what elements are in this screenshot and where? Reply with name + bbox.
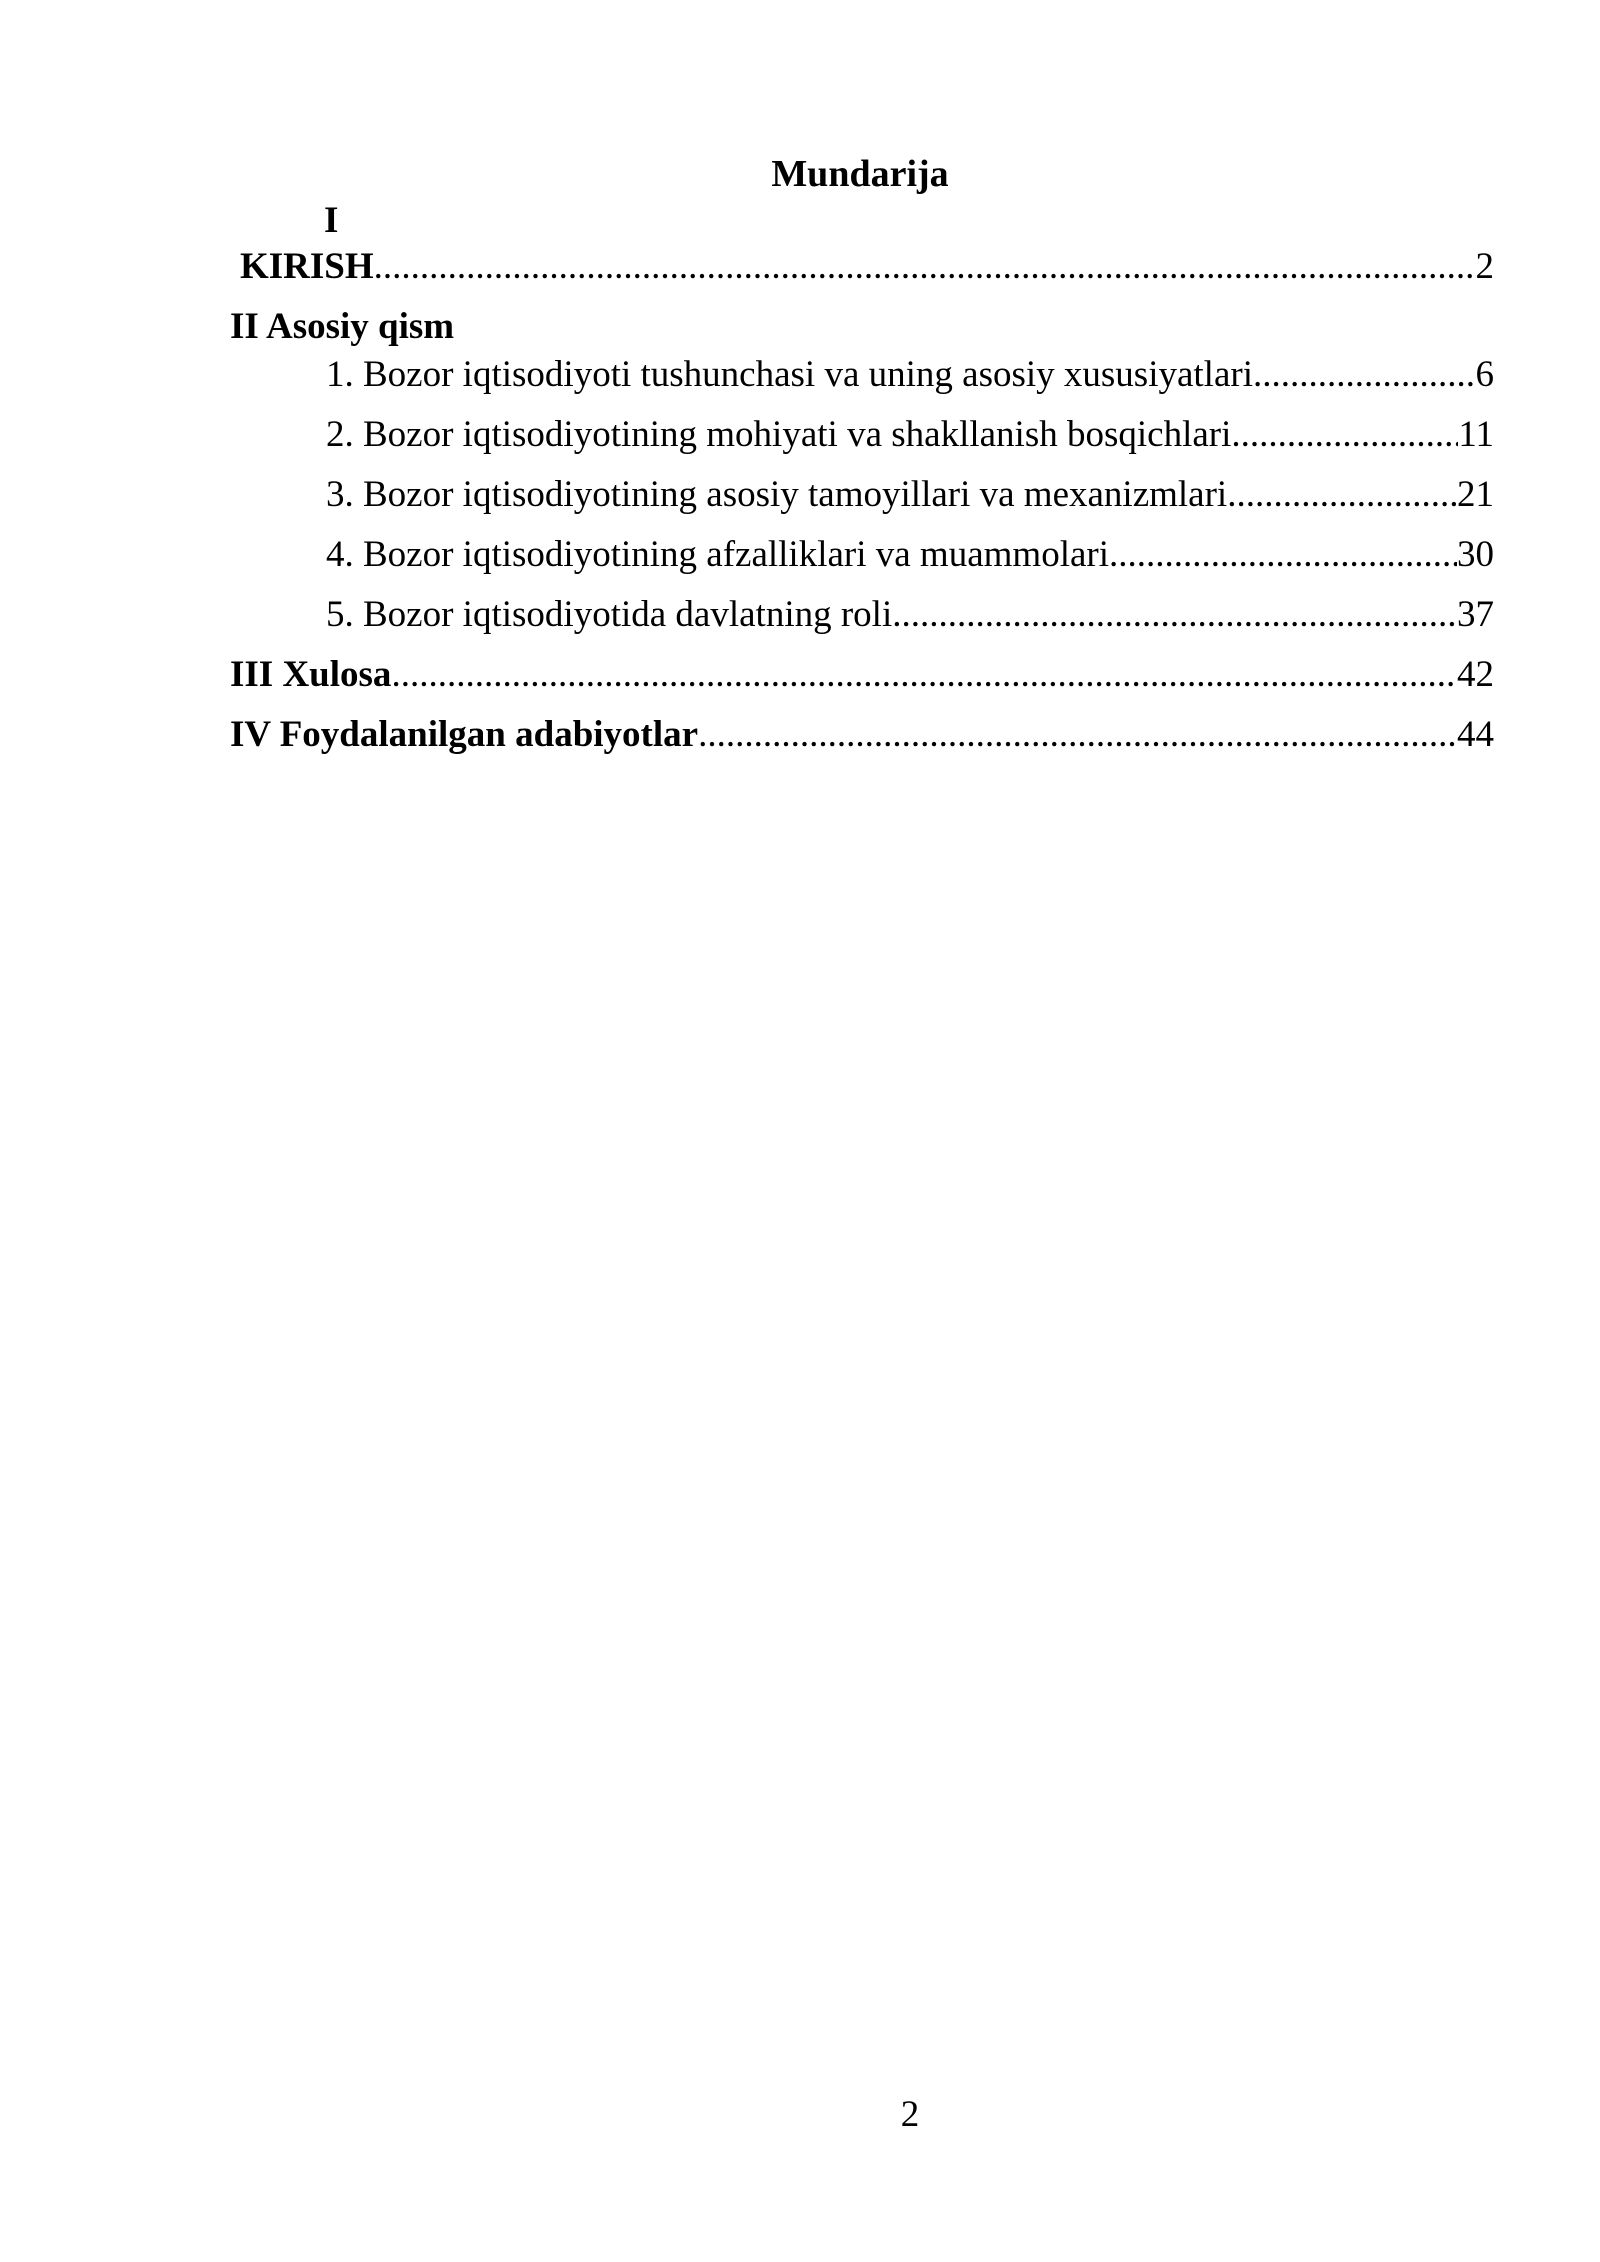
- toc-entry-label: IV Foydalanilgan adabiyotlar: [230, 714, 699, 755]
- toc-entry-item-1[interactable]: [326, 352, 1494, 398]
- section-heading-main: II Asosiy qism: [230, 306, 455, 347]
- toc-entry-item-2[interactable]: [326, 412, 1494, 458]
- toc-entry-conclusion[interactable]: [230, 652, 1494, 698]
- intro-numeral: I: [324, 200, 339, 241]
- toc-entry-label: KIRISH: [240, 246, 374, 287]
- toc-entry-page: 42: [1457, 654, 1494, 695]
- page-number: 2: [900, 2094, 920, 2135]
- dot-leader: [698, 712, 1457, 758]
- dot-leader: [892, 592, 1457, 638]
- dot-leader: [1253, 352, 1476, 398]
- toc-entry-label: 5. Bozor iqtisodiyotida davlatning roli: [326, 594, 893, 635]
- toc-entry-page: 37: [1457, 594, 1494, 635]
- toc-entry-page: 2: [1475, 246, 1494, 287]
- toc-entry-item-3[interactable]: [326, 472, 1494, 518]
- dot-leader: [374, 244, 1476, 290]
- toc-entry-label: 4. Bozor iqtisodiyotining afzalliklari va muammolari: [326, 534, 1109, 575]
- toc-entry-label: 1. Bozor iqtisodiyoti tushunchasi va uning asosiy xususiyatlari: [326, 354, 1253, 395]
- toc-entry-item-5[interactable]: [326, 592, 1494, 638]
- toc-entry-page: 30: [1457, 534, 1494, 575]
- toc-entry-page: 6: [1475, 354, 1494, 395]
- toc-entry-label: 3. Bozor iqtisodiyotining asosiy tamoyillari va mexanizmlari: [326, 474, 1228, 515]
- dot-leader: [391, 652, 1457, 698]
- toc-entry-label: 2. Bozor iqtisodiyotining mohiyati va shakllanish bosqichlari: [326, 414, 1232, 455]
- dot-leader: [1231, 412, 1458, 458]
- toc-entry-item-4[interactable]: [326, 532, 1494, 578]
- dot-leader: [1227, 472, 1457, 518]
- toc-entry-label: III Xulosa: [230, 654, 392, 695]
- toc-entry-page: 44: [1457, 714, 1494, 755]
- toc-entry-page: 11: [1458, 414, 1494, 455]
- toc-title: Mundarija: [771, 153, 949, 195]
- toc-entry-page: 21: [1457, 474, 1494, 515]
- dot-leader: [1109, 532, 1457, 578]
- toc-entry-references[interactable]: [230, 712, 1494, 758]
- toc-entry-intro[interactable]: [240, 244, 1494, 290]
